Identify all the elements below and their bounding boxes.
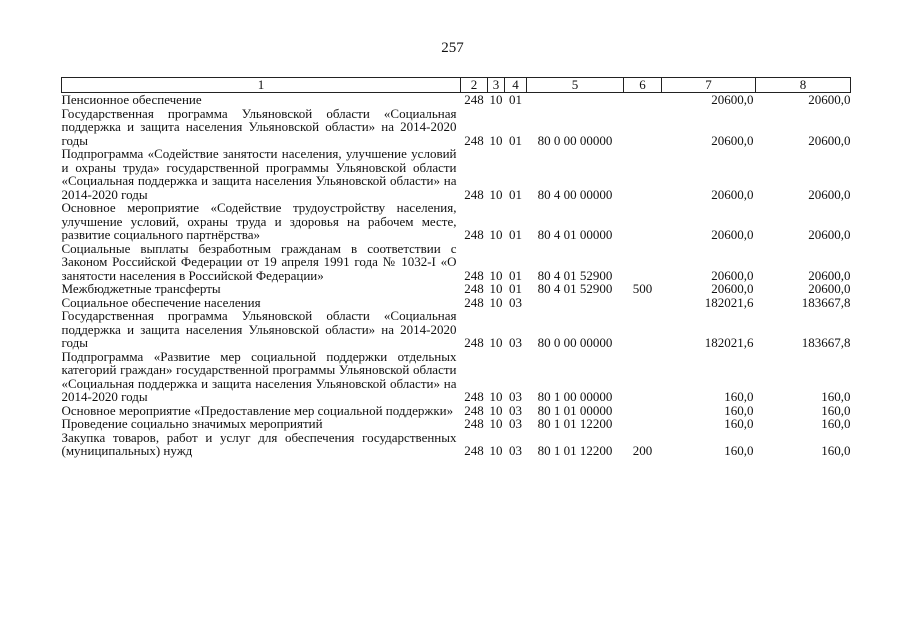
item-name-cell: Основное мероприятие «Содействие трудоустройству населения, улучшение условий, охраны труда и здоровья на рабочем месте, развитие социального партнёрства» xyxy=(61,200,457,242)
target-article-cell: 80 1 01 00000 xyxy=(537,402,613,418)
item-name-cell: Основное мероприятие «Предоставление мер социальной поддержки» xyxy=(61,402,454,418)
table-row xyxy=(62,431,851,458)
target-article-cell: 80 0 00 00000 xyxy=(537,335,613,350)
section-code-cell: 10 xyxy=(489,294,503,310)
table-row xyxy=(62,107,851,148)
subsection-code-cell: 03 xyxy=(509,294,522,310)
expense-type-cell xyxy=(624,350,662,404)
item-name-cell: Социальное обеспечение населения xyxy=(61,294,261,310)
item-name-cell: Пенсионное обеспечение xyxy=(61,92,202,107)
subsection-code-cell: 03 xyxy=(509,335,522,350)
amount-year1-cell: 20600,0 xyxy=(711,92,754,107)
amount-year2-cell: 20600,0 xyxy=(808,281,851,296)
ministry-code-cell: 248 xyxy=(464,92,484,107)
amount-year1-cell: 20600,0 xyxy=(711,281,754,296)
table-row xyxy=(62,296,851,310)
amount-year2-cell: 183667,8 xyxy=(801,335,851,350)
table-row xyxy=(62,282,851,296)
item-name-cell: Государственная программа Ульяновской области «Социальная поддержка и защита населения Ульяновской области» на 2014-2020 годы xyxy=(61,308,457,350)
ministry-code-cell: 248 xyxy=(464,132,484,148)
expense-type-cell xyxy=(624,147,662,201)
column-header: 3 xyxy=(488,78,505,93)
section-code-cell: 10 xyxy=(489,227,503,242)
header-row xyxy=(62,78,851,93)
expense-type-cell xyxy=(624,107,662,148)
expense-type-cell xyxy=(624,93,662,107)
amount-year2-cell: 160,0 xyxy=(821,389,851,404)
amount-year1-cell: 160,0 xyxy=(724,402,754,418)
subsection-code-cell: 03 xyxy=(509,443,522,458)
expense-type-cell: 500 xyxy=(632,281,653,296)
expense-type-cell xyxy=(624,201,662,242)
amount-year1-cell: 160,0 xyxy=(724,443,754,458)
column-header: 6 xyxy=(624,78,662,93)
subsection-code-cell: 01 xyxy=(509,132,522,148)
amount-year2-cell: 20600,0 xyxy=(808,227,851,242)
expense-type-cell: 200 xyxy=(632,443,653,458)
ministry-code-cell: 248 xyxy=(464,335,484,350)
amount-year1-cell: 20600,0 xyxy=(711,267,754,283)
target-article-cell: 80 1 01 12200 xyxy=(537,443,613,458)
table-row xyxy=(62,350,851,404)
expense-type-cell xyxy=(624,309,662,350)
target-article-cell: 80 1 00 00000 xyxy=(537,389,613,404)
column-header: 7 xyxy=(662,78,756,93)
subsection-code-cell: 03 xyxy=(509,416,522,431)
expense-type-cell xyxy=(624,417,662,431)
target-article-cell: 80 1 01 12200 xyxy=(537,416,613,431)
item-name-cell: Проведение социально значимых мероприятий xyxy=(61,416,323,431)
ministry-code-cell: 248 xyxy=(464,443,484,458)
ministry-code-cell: 248 xyxy=(464,227,484,242)
table-row xyxy=(62,309,851,350)
subsection-code-cell: 03 xyxy=(509,389,522,404)
ministry-code-cell: 248 xyxy=(464,267,484,283)
ministry-code-cell: 248 xyxy=(464,402,484,418)
table-row xyxy=(62,417,851,431)
target-article-cell: 80 0 00 00000 xyxy=(537,132,613,148)
amount-year1-cell: 160,0 xyxy=(724,416,754,431)
table-row xyxy=(62,242,851,283)
section-code-cell: 10 xyxy=(489,186,503,202)
subsection-code-cell: 01 xyxy=(509,186,522,202)
target-article-cell: 80 4 01 52900 xyxy=(537,281,613,296)
expense-type-cell xyxy=(624,242,662,283)
section-code-cell: 10 xyxy=(489,281,503,296)
subsection-code-cell: 01 xyxy=(509,267,522,283)
item-name-cell: Закупка товаров, работ и услуг для обеспечения государственных (муниципальных) нужд xyxy=(61,429,457,458)
column-header: 4 xyxy=(505,78,527,93)
amount-year2-cell: 183667,8 xyxy=(801,294,851,310)
subsection-code-cell: 01 xyxy=(509,227,522,242)
page-number: 257 xyxy=(441,40,464,56)
amount-year2-cell: 20600,0 xyxy=(808,186,851,202)
subsection-code-cell: 03 xyxy=(509,402,522,418)
subsection-code-cell: 01 xyxy=(509,92,522,107)
column-header: 8 xyxy=(756,78,851,93)
ministry-code-cell: 248 xyxy=(464,389,484,404)
target-article-cell xyxy=(527,93,624,107)
expense-type-cell xyxy=(624,296,662,310)
amount-year2-cell: 160,0 xyxy=(821,402,851,418)
section-code-cell: 10 xyxy=(489,92,503,107)
amount-year1-cell: 182021,6 xyxy=(704,294,754,310)
target-article-cell: 80 4 00 00000 xyxy=(537,186,613,202)
ministry-code-cell: 248 xyxy=(464,186,484,202)
amount-year1-cell: 182021,6 xyxy=(704,335,754,350)
item-name-cell: Социальные выплаты безработным гражданам в соответствии с Законом Российской Федерации от 19 апреля 1991 года № 1032-I «О занятости населения в Российской Федерации» xyxy=(61,240,457,283)
amount-year2-cell: 20600,0 xyxy=(808,132,851,148)
amount-year2-cell: 20600,0 xyxy=(808,267,851,283)
column-header: 1 xyxy=(62,78,461,93)
table-row xyxy=(62,147,851,201)
item-name-cell: Межбюджетные трансферты xyxy=(61,281,221,296)
amount-year1-cell: 20600,0 xyxy=(711,227,754,242)
ministry-code-cell: 248 xyxy=(464,294,484,310)
amount-year1-cell: 160,0 xyxy=(724,389,754,404)
section-code-cell: 10 xyxy=(489,389,503,404)
section-code-cell: 10 xyxy=(489,132,503,148)
target-article-cell: 80 4 01 00000 xyxy=(537,227,613,242)
section-code-cell: 10 xyxy=(489,402,503,418)
table-body xyxy=(62,93,851,458)
table-row xyxy=(62,201,851,242)
amount-year1-cell: 20600,0 xyxy=(711,186,754,202)
column-header: 2 xyxy=(461,78,488,93)
table-row xyxy=(62,93,851,107)
expense-type-cell xyxy=(624,404,662,418)
item-name-cell: Государственная программа Ульяновской области «Социальная поддержка и защита населения Ульяновской области» на 2014-2020 годы xyxy=(61,105,457,148)
section-code-cell: 10 xyxy=(489,443,503,458)
section-code-cell: 10 xyxy=(489,335,503,350)
ministry-code-cell: 248 xyxy=(464,416,484,431)
subsection-code-cell: 01 xyxy=(509,281,522,296)
item-name-cell: Подпрограмма «Содействие занятости населения, улучшение условий и охраны труда» государственной программы Ульяновской области «Социальная поддержка и защита населения Ульяновской области» на 2014-2020 годы xyxy=(61,146,457,202)
amount-year2-cell: 160,0 xyxy=(821,416,851,431)
section-code-cell: 10 xyxy=(489,416,503,431)
column-header: 5 xyxy=(527,78,624,93)
target-article-cell xyxy=(527,296,624,310)
table-row xyxy=(62,404,851,418)
section-code-cell: 10 xyxy=(489,267,503,283)
amount-year2-cell: 20600,0 xyxy=(808,92,851,107)
budget-table xyxy=(61,77,851,458)
item-name-cell: Подпрограмма «Развитие мер социальной поддержки отдельных категорий граждан» государственной программы Ульяновской области «Социальная поддержка и защита населения Ульяновской области» на 2014-2020 годы xyxy=(61,348,457,404)
amount-year1-cell: 20600,0 xyxy=(711,132,754,148)
amount-year2-cell: 160,0 xyxy=(821,443,851,458)
target-article-cell: 80 4 01 52900 xyxy=(537,267,613,283)
ministry-code-cell: 248 xyxy=(464,281,484,296)
